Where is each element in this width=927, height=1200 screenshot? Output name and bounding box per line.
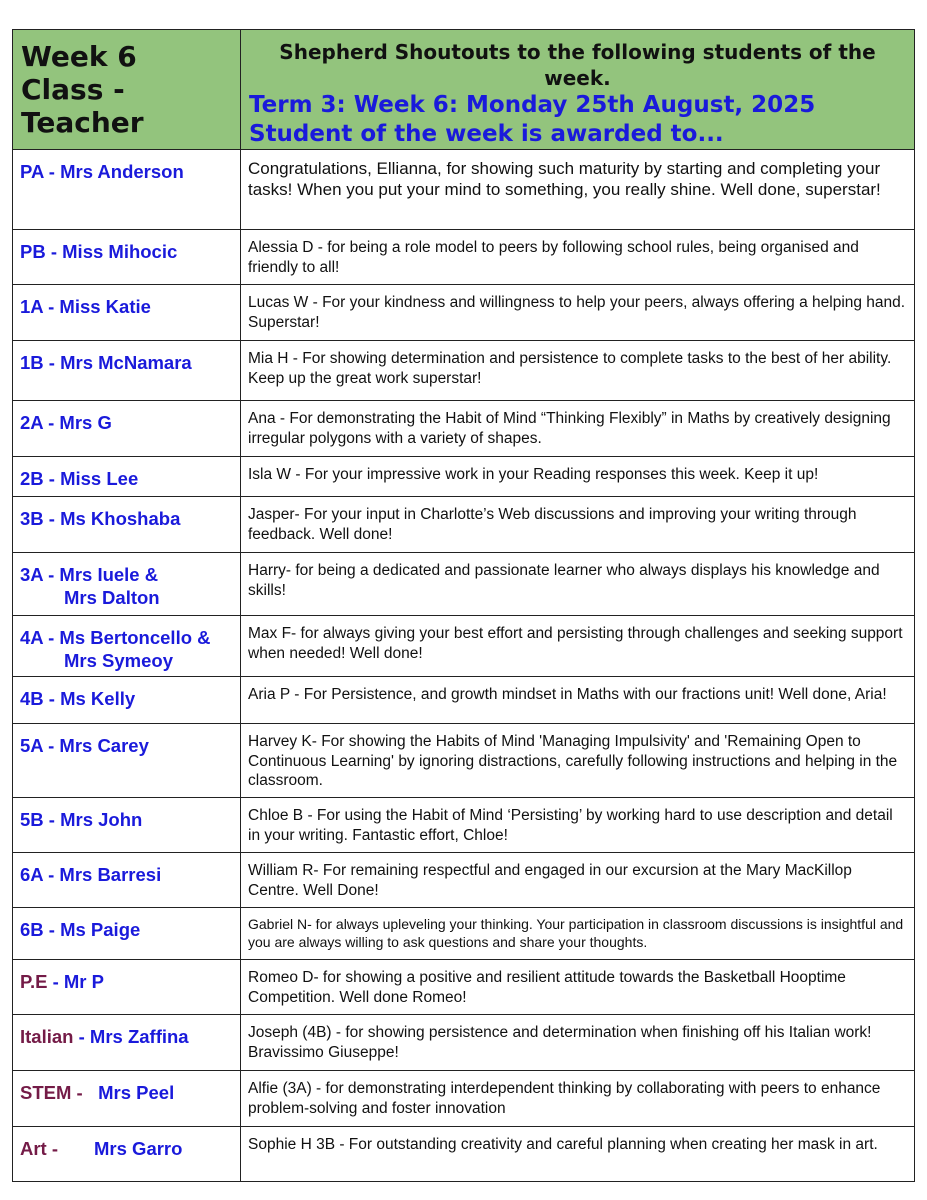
class-teacher-cell xyxy=(13,616,241,677)
table-header-row xyxy=(13,30,915,150)
award-message: Lucas W - For your kindness and willingness to help your peers, always offering a helping hand. Superstar! xyxy=(241,285,915,341)
table-row xyxy=(13,1015,915,1071)
week-label: Week 6 xyxy=(21,40,137,73)
subject-label: Italian xyxy=(20,1026,74,1047)
table-row xyxy=(13,677,915,724)
award-message: Aria P - For Persistence, and growth mindset in Maths with our fractions unit! Well done, Aria! xyxy=(241,677,915,724)
shoutouts-table xyxy=(12,29,915,1182)
table-row xyxy=(13,230,915,285)
class-teacher-line1: 3A - Mrs Iuele & xyxy=(20,564,159,585)
class-teacher-label: Class - Teacher xyxy=(21,73,144,139)
award-message: Ana - For demonstrating the Habit of Mind “Thinking Flexibly” in Maths by creatively designing irregular polygons with a variety of shapes. xyxy=(241,401,915,457)
teacher-label: - Mr P xyxy=(47,971,104,992)
class-teacher-cell xyxy=(13,1015,241,1071)
teacher-label: - Mrs Zaffina xyxy=(73,1026,189,1047)
class-teacher-cell xyxy=(13,960,241,1015)
award-message: Jasper- For your input in Charlotte’s Web discussions and improving your writing through feedback. Well done! xyxy=(241,497,915,553)
teacher-label: Mrs Peel xyxy=(87,1082,175,1103)
table-row xyxy=(13,401,915,457)
class-teacher-line2: Mrs Dalton xyxy=(64,587,160,608)
class-teacher-cell xyxy=(13,1127,241,1182)
subject-label: STEM - xyxy=(20,1082,88,1103)
award-message: Joseph (4B) - for showing persistence and determination when finishing off his Italian work! Bravissimo Giuseppe! xyxy=(241,1015,915,1071)
table-row xyxy=(13,853,915,908)
teacher-label: Mrs Garro xyxy=(63,1138,183,1159)
table-row xyxy=(13,553,915,616)
class-teacher-cell: PB - Miss Mihocic xyxy=(13,230,241,285)
term-date-heading: Term 3: Week 6: Monday 25th August, 2025 xyxy=(249,92,816,118)
table-row xyxy=(13,798,915,853)
award-message: Max F- for always giving your best effort and persisting through challenges and seeking support when needed! Well done! xyxy=(241,616,915,677)
class-teacher-line1: 4A - Ms Bertoncello & xyxy=(20,627,211,648)
award-heading: Student of the week is awarded to... xyxy=(249,121,724,147)
class-teacher-cell: 6A - Mrs Barresi xyxy=(13,853,241,908)
class-teacher-cell: 5A - Mrs Carey xyxy=(13,724,241,798)
award-message: Sophie H 3B - For outstanding creativity and careful planning when creating her mask in art. xyxy=(241,1127,915,1182)
table-row xyxy=(13,150,915,230)
award-message: Harvey K- For showing the Habits of Mind 'Managing Impulsivity' and 'Remaining Open to Continuous Learning' by ignoring distractions, carefully following instructions and helping in the classroom. xyxy=(241,724,915,798)
table-row xyxy=(13,457,915,497)
award-message: Isla W - For your impressive work in your Reading responses this week. Keep it up! xyxy=(241,457,915,497)
award-message: Congratulations, Ellianna, for showing such maturity by starting and completing your tasks! When you put your mind to something, you really shine. Well done, superstar! xyxy=(241,150,915,230)
class-teacher-cell: 3B - Ms Khoshaba xyxy=(13,497,241,553)
header-right-cell xyxy=(241,30,915,150)
class-teacher-cell: 5B - Mrs John xyxy=(13,798,241,853)
table-row xyxy=(13,285,915,341)
class-teacher-line2: Mrs Symeoy xyxy=(64,650,173,671)
header-left-cell xyxy=(13,30,241,150)
table-row xyxy=(13,616,915,677)
award-message: Alessia D - for being a role model to peers by following school rules, being organised and friendly to all! xyxy=(241,230,915,285)
table-row xyxy=(13,960,915,1015)
class-teacher-cell: 2B - Miss Lee xyxy=(13,457,241,497)
class-teacher-cell: 4B - Ms Kelly xyxy=(13,677,241,724)
shoutouts-heading: Shepherd Shoutouts to the following students of the week. xyxy=(279,40,876,90)
table-row xyxy=(13,1127,915,1182)
table-row xyxy=(13,724,915,798)
award-message: Mia H - For showing determination and persistence to complete tasks to the best of her ability. Keep up the great work superstar! xyxy=(241,341,915,401)
table-row xyxy=(13,341,915,401)
award-message: Alfie (3A) - for demonstrating interdependent thinking by collaborating with peers to enhance problem-solving and foster innovation xyxy=(241,1071,915,1127)
award-message: Gabriel N- for always upleveling your thinking. Your participation in classroom discussions is insightful and you are always willing to ask questions and share your thoughts. xyxy=(241,908,915,960)
class-teacher-cell: PA - Mrs Anderson xyxy=(13,150,241,230)
award-message: Harry- for being a dedicated and passionate learner who always displays his knowledge and skills! xyxy=(241,553,915,616)
table-row xyxy=(13,497,915,553)
award-message: Romeo D- for showing a positive and resilient attitude towards the Basketball Hooptime Competition. Well done Romeo! xyxy=(241,960,915,1015)
table-row xyxy=(13,908,915,960)
award-message: Chloe B - For using the Habit of Mind ‘Persisting’ by working hard to use description and detail in your writing. Fantastic effort, Chloe! xyxy=(241,798,915,853)
table-row xyxy=(13,1071,915,1127)
subject-label: Art - xyxy=(20,1138,64,1159)
class-teacher-cell: 6B - Ms Paige xyxy=(13,908,241,960)
class-teacher-cell: 2A - Mrs G xyxy=(13,401,241,457)
class-teacher-cell: 1B - Mrs McNamara xyxy=(13,341,241,401)
class-teacher-cell xyxy=(13,553,241,616)
award-message: William R- For remaining respectful and engaged in our excursion at the Mary MacKillop Centre. Well Done! xyxy=(241,853,915,908)
class-teacher-cell: 1A - Miss Katie xyxy=(13,285,241,341)
class-teacher-cell xyxy=(13,1071,241,1127)
subject-label: P.E xyxy=(20,971,48,992)
